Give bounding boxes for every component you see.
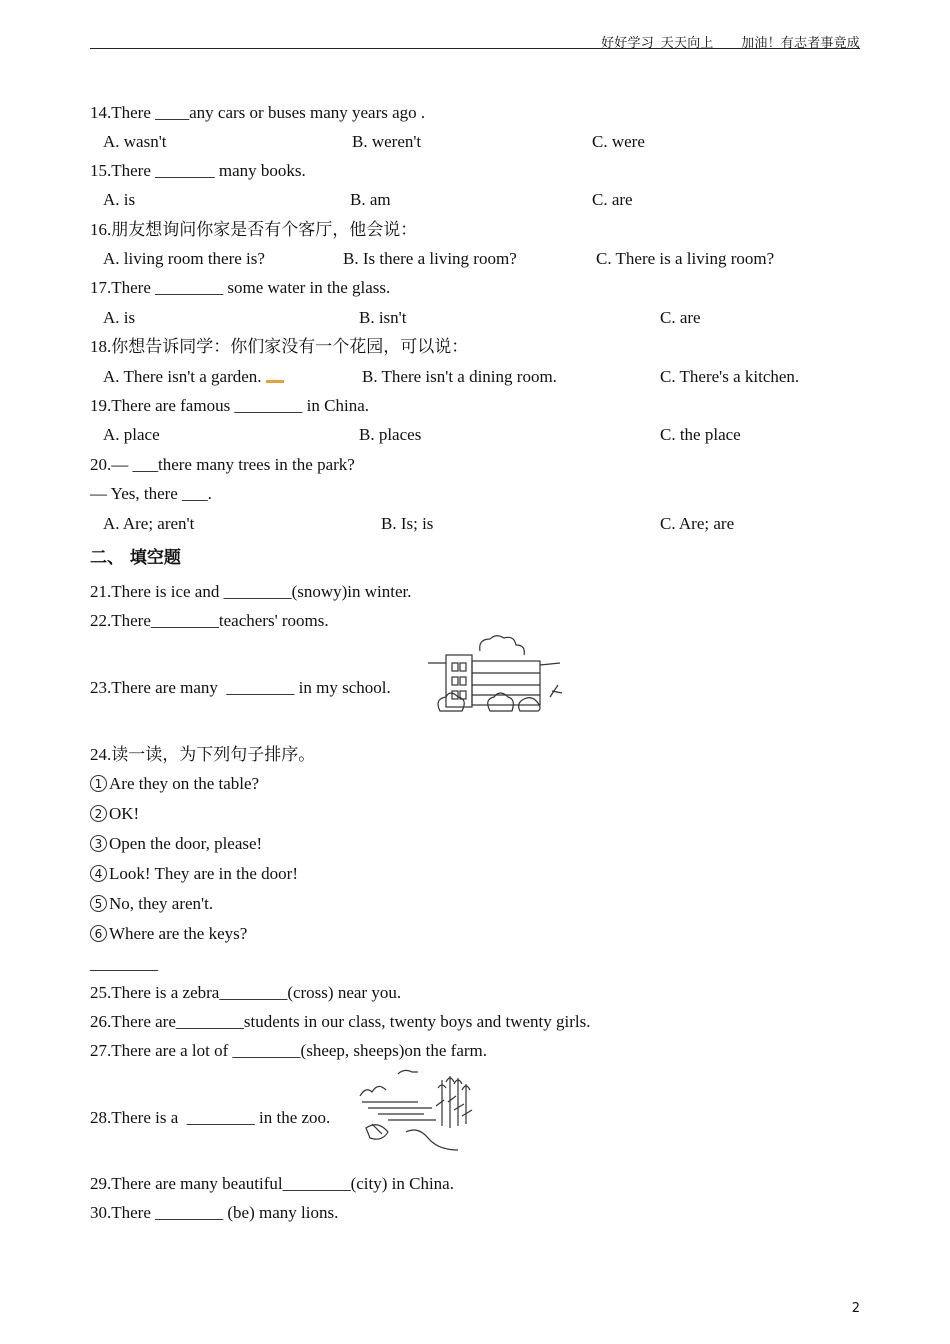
- circled-number: 6: [90, 925, 107, 942]
- q15-option-c: C. are: [592, 190, 633, 209]
- q17-option-c: C. are: [660, 308, 701, 327]
- q20-option-c: C. Are; are: [660, 514, 735, 533]
- q15-option-b: B. am: [350, 190, 391, 209]
- circled-number: 3: [90, 835, 107, 852]
- highlight-mark: [266, 380, 284, 383]
- q24-item-4: [90, 864, 298, 884]
- q24-answer-blank: ________: [90, 954, 158, 973]
- question-21: 21.There is ice and ________(snowy)in winter.: [90, 582, 412, 601]
- lake-scene-illustration: [358, 1066, 478, 1158]
- school-building-illustration: [428, 633, 564, 713]
- q24-item-5: [90, 894, 213, 914]
- circled-number: 1: [90, 775, 107, 792]
- page-header: [90, 30, 860, 50]
- q14-option-c: C. were: [592, 132, 645, 151]
- question-22: 22.There________teachers' rooms.: [90, 611, 329, 630]
- q24-item-2: [90, 804, 139, 824]
- question-28: 28.There is a ________ in the zoo.: [90, 1108, 331, 1127]
- q15-option-a: A. is: [103, 190, 136, 209]
- q20-option-b: B. Is; is: [381, 514, 434, 533]
- question-20-reply: — Yes, there ___.: [90, 484, 212, 503]
- q17-option-b: B. isn't: [359, 308, 407, 327]
- q19-option-a: A. place: [103, 425, 160, 444]
- section-title: 二、 填空题: [90, 548, 181, 568]
- q14-option-b: B. weren't: [352, 132, 422, 151]
- question-26: 26.There are________students in our class, twenty boys and twenty girls.: [90, 1012, 591, 1031]
- q18-option-a: A. There isn't a garden.: [103, 367, 262, 386]
- q24-item-text: Look! They are in the door!: [109, 864, 298, 883]
- q24-item-text: Where are the keys?: [109, 924, 248, 943]
- question-16: 16.朋友想询问你家是否有个客厅，他会说：: [90, 220, 418, 239]
- q16-option-a: A. living room there is?: [103, 249, 265, 268]
- circled-number: 2: [90, 805, 107, 822]
- question-25: 25.There is a zebra________(cross) near you.: [90, 983, 402, 1002]
- q24-item-text: OK!: [109, 804, 140, 823]
- q18-option-c: C. There's a kitchen.: [660, 367, 800, 386]
- q16-option-c: C. There is a living room?: [596, 249, 775, 268]
- q24-item-text: Are they on the table?: [109, 774, 260, 793]
- q24-item-6: [90, 924, 247, 944]
- question-23: 23.There are many ________ in my school.: [90, 678, 391, 697]
- question-29: 29.There are many beautiful________(city) in China.: [90, 1174, 454, 1193]
- question-14: 14.There ____any cars or buses many years ago .: [90, 103, 426, 122]
- q18-option-b: B. There isn't a dining room.: [362, 367, 557, 386]
- header-rule: [90, 48, 860, 49]
- question-17: 17.There ________ some water in the glass.: [90, 278, 391, 297]
- q24-item-text: No, they aren't.: [109, 894, 214, 913]
- question-15: 15.There _______ many books.: [90, 161, 306, 180]
- page-number: 2: [851, 1301, 860, 1316]
- q24-item-1: [90, 774, 259, 794]
- q19-option-c: C. the place: [660, 425, 741, 444]
- q14-option-a: A. wasn't: [103, 132, 167, 151]
- header-motto: 好好学习 天天向上 加油！有志者事竟成: [601, 35, 860, 50]
- q24-item-text: Open the door, please!: [109, 834, 263, 853]
- question-24: 24.读一读，为下列句子排序。: [90, 745, 316, 764]
- circled-number: 4: [90, 865, 107, 882]
- question-27: 27.There are a lot of ________(sheep, sheeps)on the farm.: [90, 1041, 488, 1060]
- question-30: 30.There ________ (be) many lions.: [90, 1203, 339, 1222]
- q19-option-b: B. places: [359, 425, 422, 444]
- q17-option-a: A. is: [103, 308, 136, 327]
- q16-option-b: B. Is there a living room?: [343, 249, 517, 268]
- q24-item-3: [90, 834, 262, 854]
- q20-option-a: A. Are; aren't: [103, 514, 195, 533]
- question-19: 19.There are famous ________ in China.: [90, 396, 370, 415]
- question-18: 18.你想告诉同学：你们家没有一个花园，可以说：: [90, 337, 469, 356]
- circled-number: 5: [90, 895, 107, 912]
- question-20: 20.— ___there many trees in the park?: [90, 455, 355, 474]
